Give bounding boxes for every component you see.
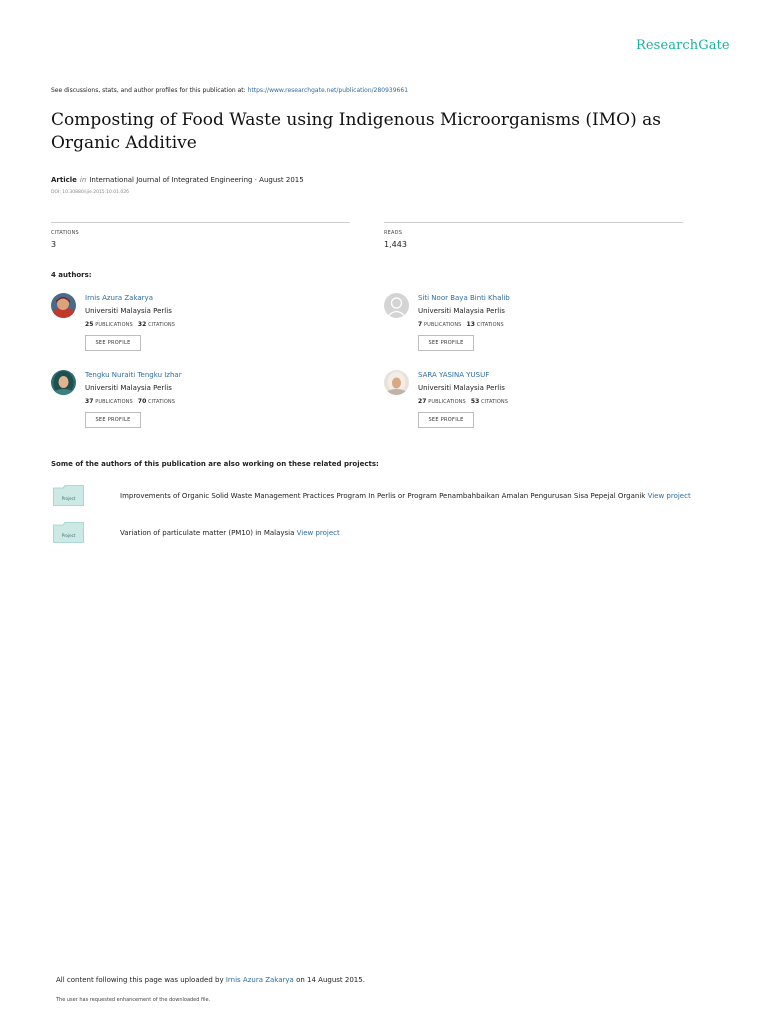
article-type: Article — [51, 176, 77, 184]
discussion-line — [51, 87, 408, 94]
related-projects-heading: Some of the authors of this publication are also working on these related projects: — [51, 460, 379, 468]
citations-divider — [51, 222, 350, 223]
uploader-link[interactable]: Irnis Azura Zakarya — [225, 976, 294, 984]
reads-label: READS — [384, 230, 403, 236]
project-icon-label: Project — [61, 496, 76, 501]
project-item — [120, 529, 340, 537]
author-institution: Universiti Malaysia Perlis — [85, 307, 172, 315]
author-institution: Universiti Malaysia Perlis — [418, 384, 505, 392]
article-title: Composting of Food Waste using Indigenous Microorganisms (IMO) as Organic Additive — [51, 110, 661, 153]
author-name-link[interactable]: Siti Noor Baya Binti Khalib — [418, 294, 510, 302]
author-stats — [85, 321, 175, 328]
author-institution: Universiti Malaysia Perlis — [418, 307, 505, 315]
upload-notice — [56, 976, 365, 984]
discussion-text: See discussions, stats, and author profiles for this publication at: — [51, 87, 246, 94]
citations-count: 32 — [137, 321, 147, 328]
avatar[interactable] — [51, 293, 76, 318]
see-profile-button[interactable]: SEE PROFILE — [85, 412, 141, 428]
publications-label: PUBLICATIONS — [95, 399, 133, 405]
journal-name: International Journal of Integrated Engineering · August 2015 — [89, 176, 304, 184]
avatar[interactable] — [384, 370, 409, 395]
author-institution: Universiti Malaysia Perlis — [85, 384, 172, 392]
project-icon-label: Project — [61, 533, 76, 538]
publications-count: 25 — [85, 321, 94, 328]
citations-label: CITATIONS — [476, 322, 504, 328]
citations-label: CITATIONS — [148, 322, 176, 328]
article-meta — [51, 176, 304, 184]
author-card — [51, 370, 351, 434]
project-title: Improvements of Organic Solid Waste Management Practices Program In Perlis or Program Penambahbaikan Amalan Pengurusan Sisa Pepejal Organik — [120, 492, 646, 500]
author-name-link[interactable]: Irnis Azura Zakarya — [85, 294, 153, 302]
reads-value: 1,443 — [384, 240, 407, 249]
researchgate-logo[interactable]: ResearchGate — [636, 38, 730, 53]
publications-label: PUBLICATIONS — [428, 399, 466, 405]
upload-suffix: on 14 August 2015. — [296, 976, 365, 984]
author-name-link[interactable]: SARA YASINA YUSUF — [418, 371, 490, 379]
publications-count: 27 — [418, 398, 427, 405]
doi: DOI: 10.30880/ijie.2015.10.01.026 — [51, 190, 130, 195]
project-folder-icon[interactable] — [53, 485, 84, 506]
see-profile-button[interactable]: SEE PROFILE — [418, 335, 474, 351]
citations-label: CITATIONS — [148, 399, 176, 405]
project-title: Variation of particulate matter (PM10) in Malaysia — [120, 529, 295, 537]
avatar[interactable] — [51, 370, 76, 395]
project-folder-icon[interactable] — [53, 522, 84, 543]
avatar-placeholder-icon[interactable] — [384, 293, 409, 318]
publication-url-link[interactable]: https://www.researchgate.net/publication/280939661 — [247, 87, 409, 94]
upload-prefix: All content following this page was uploaded by — [56, 976, 224, 984]
citations-count: 53 — [470, 398, 480, 405]
author-card — [384, 293, 684, 357]
citations-label: CITATIONS — [481, 399, 509, 405]
publications-count: 37 — [85, 398, 94, 405]
author-card — [384, 370, 684, 434]
publications-label: PUBLICATIONS — [95, 322, 133, 328]
see-profile-button[interactable]: SEE PROFILE — [85, 335, 141, 351]
publications-label: PUBLICATIONS — [423, 322, 462, 328]
author-stats — [85, 398, 175, 405]
author-stats — [418, 398, 508, 405]
reads-divider — [384, 222, 683, 223]
citations-count: 70 — [137, 398, 147, 405]
citations-label: CITATIONS — [51, 230, 79, 236]
publications-count: 7 — [418, 321, 423, 328]
view-project-link[interactable]: View project — [296, 529, 340, 537]
view-project-link[interactable]: View project — [647, 492, 691, 500]
see-profile-button[interactable]: SEE PROFILE — [418, 412, 474, 428]
authors-heading: 4 authors: — [51, 271, 92, 279]
project-item — [120, 492, 691, 500]
author-name-link[interactable]: Tengku Nuraiti Tengku Izhar — [85, 371, 182, 379]
author-stats — [418, 321, 504, 328]
author-card — [51, 293, 351, 357]
enhancement-note: The user has requested enhancement of the downloaded file. — [56, 997, 211, 1003]
citations-count: 13 — [466, 321, 476, 328]
citations-value: 3 — [51, 240, 57, 249]
in-word: in — [79, 176, 87, 184]
